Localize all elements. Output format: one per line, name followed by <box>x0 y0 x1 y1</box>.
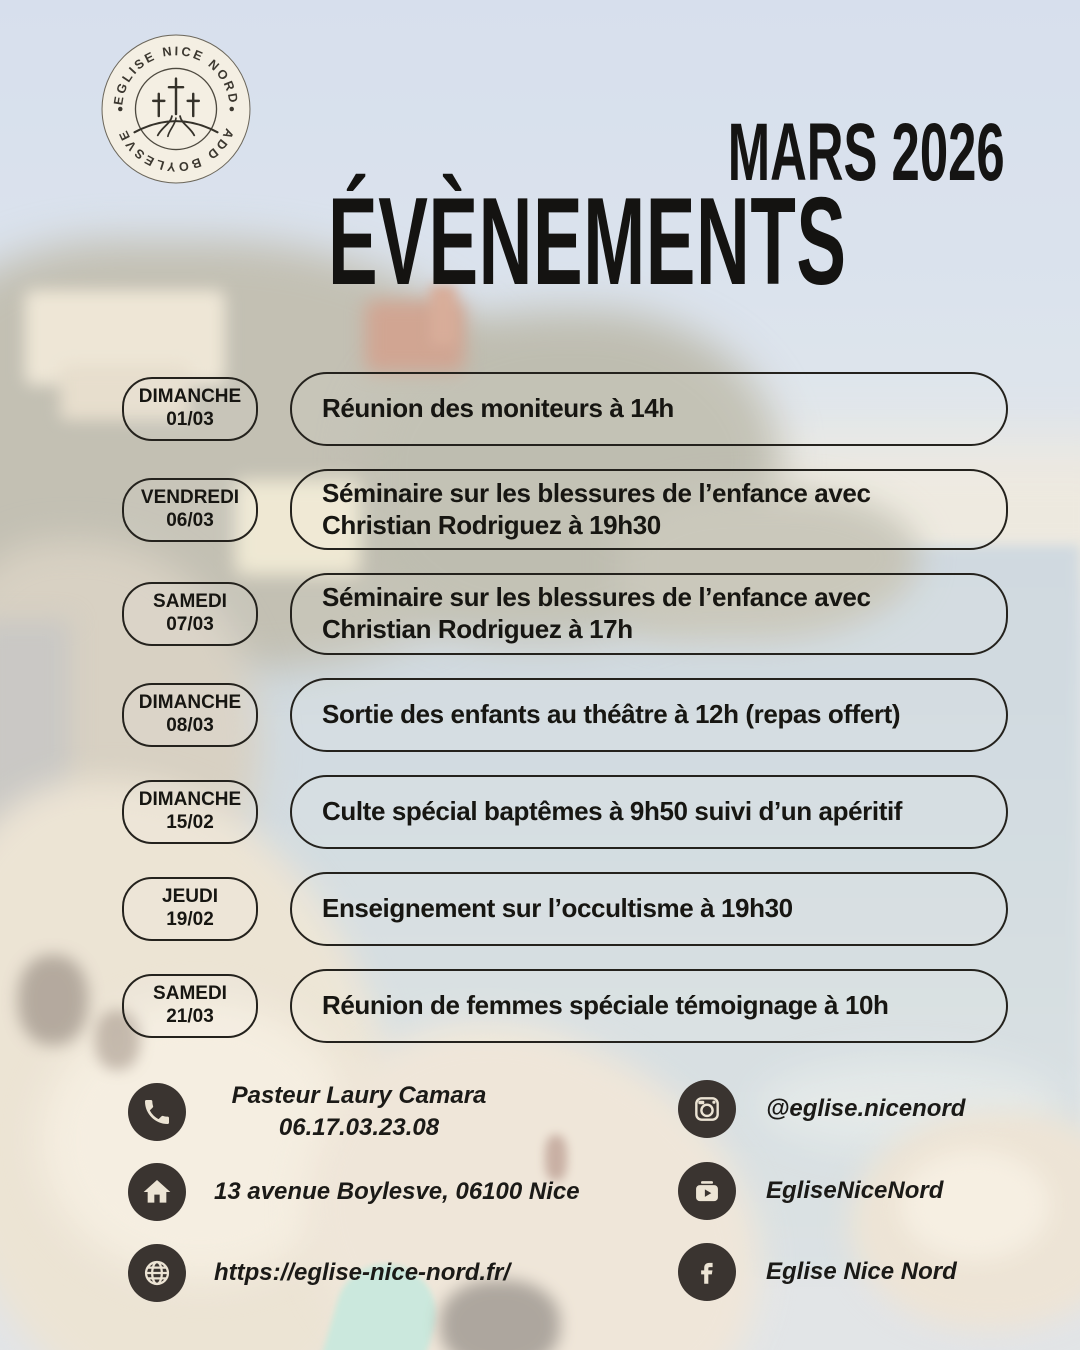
event-date: 21/03 <box>166 1005 214 1027</box>
event-description: Réunion des moniteurs à 14h <box>322 393 674 424</box>
contact-instagram <box>678 1080 965 1138</box>
event-date-pill <box>122 683 258 747</box>
logo-bottom-text: ADD BOYLESVE <box>115 126 237 174</box>
event-box <box>290 573 1008 654</box>
event-date-pill <box>122 877 258 941</box>
event-box <box>290 678 1008 752</box>
youtube-icon <box>678 1162 736 1220</box>
pastor-name: Pasteur Laury Camara <box>231 1082 487 1109</box>
event-day: SAMEDI <box>153 983 227 1005</box>
page-title: ÉVÈNEMENTS <box>328 173 847 311</box>
event-description: Sortie des enfants au théâtre à 12h (repas offert) <box>322 699 901 730</box>
event-date: 06/03 <box>166 509 214 531</box>
event-row <box>122 969 1008 1043</box>
event-description: Séminaire sur les blessures de l’enfance avec Christian Rodriguez à 17h <box>322 582 871 645</box>
event-row <box>122 678 1008 752</box>
event-date: 19/02 <box>166 908 214 930</box>
home-icon <box>128 1163 186 1221</box>
phone-icon <box>128 1083 186 1141</box>
contact-phone <box>128 1080 504 1145</box>
website-url[interactable]: https://eglise-nice-nord.fr/ <box>214 1258 511 1286</box>
event-box <box>290 872 1008 946</box>
event-date-pill <box>122 582 258 646</box>
event-day: DIMANCHE <box>138 789 242 811</box>
event-description: Séminaire sur les blessures de l’enfance avec Christian Rodriguez à 19h30 <box>322 478 871 540</box>
event-day: SAMEDI <box>153 591 227 613</box>
month-label: MARS 2026 <box>728 107 1005 198</box>
event-box <box>290 372 1008 446</box>
event-box <box>290 469 1008 550</box>
event-date: 08/03 <box>166 714 214 736</box>
event-row <box>122 573 1008 654</box>
event-date-pill <box>122 478 258 542</box>
event-row <box>122 372 1008 446</box>
logo-dot-right <box>230 107 234 111</box>
event-date-pill <box>122 377 258 441</box>
event-date: 15/02 <box>166 811 214 833</box>
facebook-page[interactable]: Eglise Nice Nord <box>766 1257 957 1285</box>
facebook-icon <box>678 1243 736 1301</box>
phone-text-block <box>214 1080 504 1145</box>
events-list <box>122 372 1008 1043</box>
event-box <box>290 969 1008 1043</box>
logo-top-text: EGLISE NICE NORD <box>111 44 241 107</box>
event-day: VENDREDI <box>140 486 240 508</box>
event-day: JEUDI <box>162 886 218 908</box>
event-row <box>122 872 1008 946</box>
contact-website <box>128 1244 510 1302</box>
event-row <box>122 469 1008 550</box>
event-row <box>122 775 1008 849</box>
phone-number: 06.17.03.23.08 <box>278 1114 440 1142</box>
event-description: Culte spécial baptêmes à 9h50 suivi d’un apéritif <box>322 796 903 827</box>
contact-address <box>128 1163 580 1221</box>
event-box <box>290 775 1008 849</box>
event-date: 01/03 <box>166 409 214 430</box>
church-logo <box>100 33 252 185</box>
instagram-handle[interactable]: @eglise.nicenord <box>766 1094 966 1122</box>
youtube-channel[interactable]: EgliseNiceNord <box>766 1176 944 1204</box>
event-day: DIMANCHE <box>138 386 242 408</box>
contact-youtube <box>678 1162 943 1220</box>
event-date-pill <box>122 974 258 1038</box>
event-day: DIMANCHE <box>138 692 242 714</box>
instagram-icon <box>678 1080 736 1138</box>
event-description: Réunion de femmes spéciale témoignage à 10h <box>322 990 889 1021</box>
address-text: 13 avenue Boylesve, 06100 Nice <box>214 1177 580 1205</box>
event-description: Enseignement sur l’occultisme à 19h30 <box>322 893 793 924</box>
globe-icon <box>128 1244 186 1302</box>
event-date-pill <box>122 780 258 844</box>
contact-facebook <box>678 1243 957 1301</box>
event-date: 07/03 <box>166 614 214 636</box>
logo-dot-left <box>118 107 122 111</box>
